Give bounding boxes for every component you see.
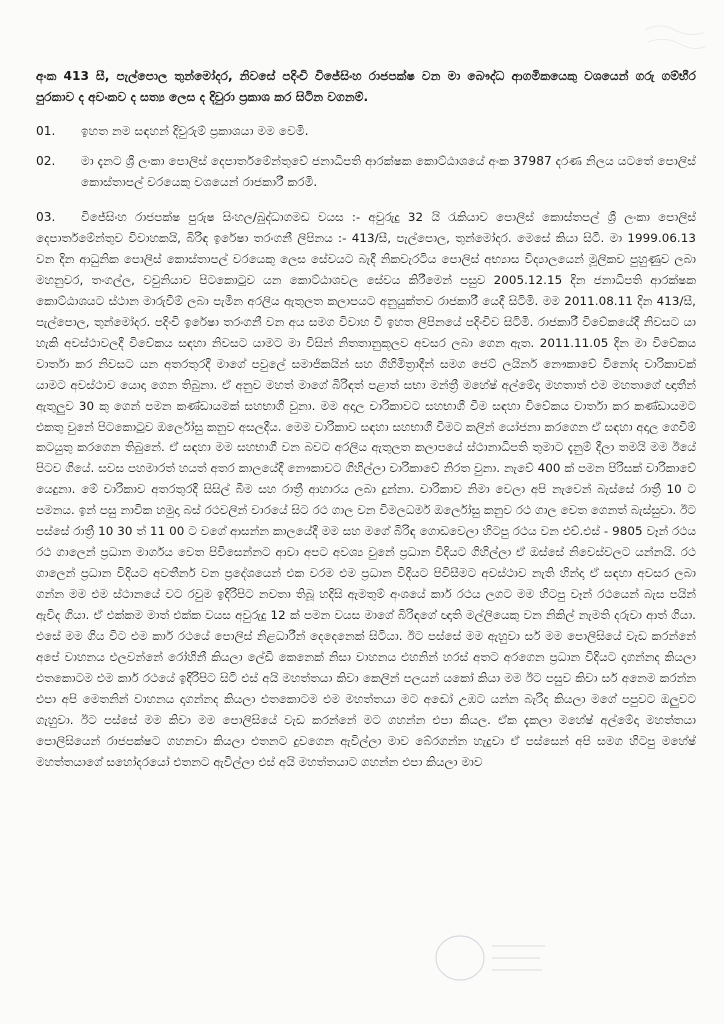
paragraph-01 [36,121,696,142]
paragraph-number: 01. [36,124,56,138]
paragraph-text: විජේසිංහ රාජපක්ෂ පුරුෂ සිංහල/බුද්ධාගමඩ වයස :- අවුරුදු 32 යි රැකියාව පොලිස් කොස්තපල් ශ්‍රී ලංකා පොලිස් දෙපාර්තමේන්තුව විවාහකයි, බිරිඳ ඉරේෂා තරංගනී ලිපිනය :- 413/සී, පැල්පොල, තුන්මෝදර. මෙසේ කියා සිටී. මා 1999.06.13 වන දින ආධුනික පොලිස් කොස්තාපල් වරයෙකු ලෙස සේවයට බැදී නිකවැරටිය පොලිස් අභ්‍යාස විද්‍යාලයෙන් මූලිකව පුහුණුව ලබා මහනුවර, තංගල්ල, වවුනියාව පිටකොටුව යන කොට්ඨාශවල සේවය කිරීමෙන් පසුව 2005.12.15 දින ජනාධිපති ආරක්ෂක කොට්ඨාශයට ස්ථාන මාරුවීම් ලබා පැමින අරලිය ඇතුලත කලාපයට අනුයුක්තව රාජකාරී යෙදී සිටිමි. මම 2011.08.11 දින 413/සී, පැල්පොල, තුන්මෝදර. පදිංචි ඉරේෂා තරංගනී වන අය සමග විවාහ වී ඉහත ලිපිනයේ පදිංචිව සිටිමි. රාජකාරී විවේකයේදී නිවසට යා හැකි අවස්ථාවලදී විවේකය සඳහා නිවසට යාමට මා විසින් නිතතානුකූලව අවසර ලබා ගෙන ඇත. 2011.11.05 දින මා විවේකය වාර්තා කර නිවසට යන අතරතුරදී මාගේ පවුලේ සමාජිකයින් සහ ගිහිමිත්‍රාදීන් සමග ජෙට් ලයිනර් නෞකාවේ විනෝද චාරිකාවක් යාමට අවස්ථාව යොදා ගෙන තිබුනා. ඒ අනුව මහත් මාගේ බිරිඳත් පළාත් සභා මන්ත්‍රී මහේෂ් අල්මේදා මහතාත් එම මහතාගේ ඥාතීන් ඇතුලුව 30 කු ගෙන් පමන කණ්ඩායමක් සහභාගී වුනා. මම අදාල චාරිකාවට සහභාගී වීම සඳහා විවේකය වාර්තා කර කණ්ඩායමට එකතු වුනේ පිටකොටුව ඔර්ලෝසු කනුව අසලදීය. මෙම චාරිකාව සඳහා සහභාගී වීමට කලින් යෝජනා කරගෙන ඒ සඳහා අදාල ගෙවීම් කටයුතු කරගෙන තිබුනේ. ඒ සඳහා මම සහභාගී වන බවට අරලිය ඇතුලත කලාපයේ ස්ථානාධිපති තුමාට දැනුම් දීලා තමයි මම ඊයේ පිටව ගියේ. සවස පහමාරත් හයත් අතර කාලයේදී නෞකාවට ගිහිල්ලා චාරිකාවේ නිරත වුනා. නැවේ 400 ක් පමන පිරිසක් චාරිකාවේ යෙදුනා. මේ චාරිකාව අතරතුරදී සිසිල් බීම සහ රාත්‍රී ආහාරය ලබා දුන්නා. චාරිකාව නිමා වෙලා අපි නැවෙන් බැස්සේ රාත්‍රී 10 ට පමනය. ඉන් පසු නාවික හමුදා බස් රථවලින් වාරයේ සිට රථ ගාල වන විමලධර්ම ඔර්ලෝසු කනුව රථ ගාල වෙත ගෙනත් බැස්සුවා. ඊට පස්සේ රාත්‍රී 10 30 ත් 11 00 ට වගේ ආසන්න කාලයේදී මම සහ මගේ බිරිඳ ගොඩවෙලා හිටපු රථය වන එච්.එස් - 9805 වෑන් රථය රථ ගාලෙන් ප්‍රධාන මාර්ගය වෙත පිවිසෙන්නට ආවා අපට අවශ්‍ය වුනේ ප්‍රධාන විදියට ගිහිල්ලා ඒ ඔස්සේ නිවෙස්වලට යන්නයි. රථ ගාලෙන් ප්‍රධාන විදියට අවතීර්න වන ප්‍රදේශයෙන් එක වරම එම ප්‍රධාන විදියට පිවිසීමට අවස්ථාව නැති හින්දා ඒ සඳහා අවසර ලබා ගන්න මම එම ස්ථානයේ වට රවුම ඉදිරිපිට නවතා තිබූ හදිසි ඇමතුම් අංශයේ කාර් රථය ලගට මම හිටපු වෑන් රථයෙන් බැස පයින් ඇවිද ගියා. ඒ එක්කම මාත් එක්ක වයස අවුරුදු 12 ක් පමන වයස මාගේ බිරිඳගේ ඥාති මල්ලියෙකු වන නිකිල් නැමති දරුවා ආත් ගියා. එසේ මම ගිය විට එම කාර් රථයේ පොලිස් නිළධාරීන් දෙදෙනෙක් සිටියා. ඊට පස්සේ මම ඇහුවා සර් මම පොලිසියේ වැඩ කරන්නේ අපේ වාහනය එලවන්නේ රෝහිනී කියලා ලේඩි කෙනෙක් නිසා වාහනය එහනින් හරස් අතට අරගෙන ප්‍රධාන විදියට දාගන්නද කියලා එතකොටම එම කාර් රථයේ ඉදිරිපිට සිටි එස් අයි මහත්තයා කිවා කෙලින් පලයන් යකෝ කියා මම ඊට පසුව කිවා සර් අනෙම කරන්න එපා අපි මෙතනින් වාහනය දාගන්නද කියලා එතකොටම එම මහත්තයා මට අඬෝ උඹට යන්න බැරිද කියලා මගේ පපුවට ඔලුවට ගැහුවා. ඊට පස්සේ මම කිවා මම පොලිසියේ වැඩ කරන්නේ මට ගහන්න එපා කියල. ඒක දැකලා මහේෂ් අල්මේදා මහත්තයා පොලිසියෙන් රාජපක්ෂට ගහනවා කියලා එතනට දුවගෙන ඇවිල්ලා මාව බේරගන්න හැදුවා ඒ පස්සෙන් අපි සමග හිටපු මහේෂ් මහත්තයාගේ සහෝදරයෝ එතනට ඇවිල්ලා එස් අයි මහත්තයාට ගහන්න එපා කියලා මාව [36,210,696,769]
paragraph-number: 03. [36,210,56,224]
paragraph-02 [36,151,696,193]
faint-stamp-mark [640,20,710,60]
paragraph-03 [36,207,696,773]
paragraph-number: 02. [36,154,56,168]
faint-official-stamp [430,928,550,988]
paragraph-text: මා දැනට ශ්‍රී ලංකා පොලිස් දෙපාර්තමේන්තුවේ ජනාධිපති ආරක්ෂක කොට්ඨාශයේ අංක 37987 දරණ නිලය යටතේ පොලිස් කොස්තාපල් වරයෙකු වශයෙන් රාජකාරී කරමි. [81,154,696,189]
paragraph-text: ඉහත නම සඳහන් දිවුරුම් ප්‍රකාශයා මම වෙමි. [81,124,309,138]
affidavit-intro: අංක 413 සී, පැල්පොල තුන්මෝදර, නිවසේ පදිංචි විජේසිංහ රාජපක්ෂ වන මා බෞද්ධ ආගමිකයෙකු වශයෙන් ගරු ගම්භීර පුරකාව ද අවංකව ද සත්‍ය ලෙස ද දිවුරා ප්‍රකාශ කර සිටින වගනම්. [36,69,696,104]
